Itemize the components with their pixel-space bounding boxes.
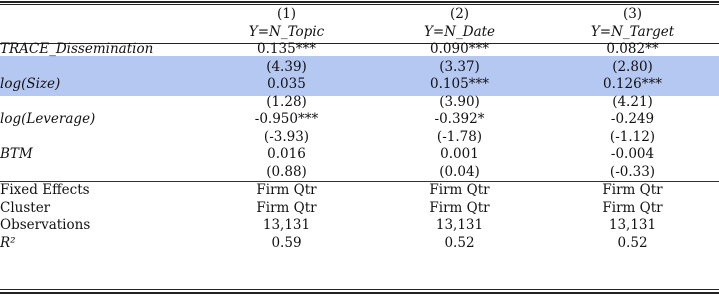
table-row (0, 146, 719, 164)
cell-value: -0.950*** (254, 111, 319, 127)
header-stub (0, 6, 200, 24)
cell-value: 0.082** (606, 41, 659, 57)
cell-value: 13,131 (608, 217, 657, 233)
row-label (0, 59, 200, 77)
row-label: R² (0, 234, 16, 251)
column-number: (1) (276, 6, 297, 22)
cell-value: 13,131 (435, 217, 484, 233)
table-row (0, 235, 719, 253)
header-stub (0, 24, 200, 42)
column-label: Y=N_Target (590, 23, 675, 40)
cell-value: (0.88) (266, 163, 307, 180)
column-number: (2) (449, 6, 470, 22)
cell-value: 0.001 (440, 146, 479, 162)
cell-value: Firm Qtr (546, 182, 719, 200)
cell-value: (0.04) (439, 163, 480, 180)
table-row (0, 182, 719, 200)
cell-value: (-1.12) (609, 128, 656, 145)
table-row (0, 76, 719, 94)
cell-value: 0.035 (267, 76, 306, 92)
table-row (0, 217, 719, 235)
cell-value: 0.52 (444, 234, 475, 251)
table-row (0, 129, 719, 147)
cell-value: 0.016 (267, 146, 306, 162)
cell-value: 0.105*** (430, 76, 489, 92)
cell-value: (-0.33) (609, 163, 656, 180)
header-number-row (0, 6, 719, 24)
cell-value: Firm Qtr (256, 199, 317, 216)
row-label (0, 129, 200, 147)
header-label-row (0, 24, 719, 42)
row-label (0, 94, 200, 112)
bottom-rule-thick (0, 292, 719, 294)
row-label: Cluster (0, 199, 51, 216)
table-row (0, 59, 719, 77)
column-label: Y=N_Date (423, 23, 496, 40)
cell-value: (2.80) (612, 58, 653, 75)
column-number: (3) (622, 6, 643, 22)
cell-value: (-3.93) (263, 128, 310, 145)
cell-value: 0.59 (271, 234, 302, 251)
row-label: log(Leverage) (0, 111, 96, 127)
cell-value: 0.090*** (430, 41, 489, 57)
regression-table (0, 6, 719, 252)
cell-value: Firm Qtr (200, 182, 373, 200)
cell-value: 0.135*** (257, 41, 316, 57)
cell-value: -0.004 (610, 146, 655, 162)
row-label: Observations (0, 217, 91, 233)
cell-value: Firm Qtr (602, 199, 663, 216)
cell-value: Firm Qtr (429, 199, 490, 216)
cell-value: -0.249 (610, 111, 655, 127)
row-label: log(Size) (0, 76, 61, 92)
table-row (0, 41, 719, 59)
table-row (0, 164, 719, 182)
bottom-rule-thin (0, 289, 719, 290)
cell-value: -0.392* (434, 111, 485, 127)
top-rule-thin (0, 4, 719, 5)
cell-value: Firm Qtr (373, 182, 546, 200)
cell-value: (1.28) (266, 93, 307, 110)
row-label (0, 164, 200, 182)
table-row (0, 111, 719, 129)
cell-value: (4.21) (612, 93, 653, 110)
row-label: Fixed Effects (0, 182, 200, 200)
table-row (0, 200, 719, 218)
cell-value: (3.37) (439, 58, 480, 75)
cell-value: (3.90) (439, 93, 480, 110)
cell-value: (4.39) (266, 58, 307, 75)
column-label: Y=N_Topic (248, 23, 325, 40)
cell-value: (-1.78) (436, 128, 483, 145)
cell-value: 0.126*** (603, 76, 662, 92)
cell-value: 13,131 (262, 217, 311, 233)
top-rule-thick (0, 1, 719, 3)
cell-value: 0.52 (617, 234, 648, 251)
row-label: BTM (0, 146, 33, 162)
table-row (0, 94, 719, 112)
row-label: TRACE_Dissemination (0, 41, 154, 57)
